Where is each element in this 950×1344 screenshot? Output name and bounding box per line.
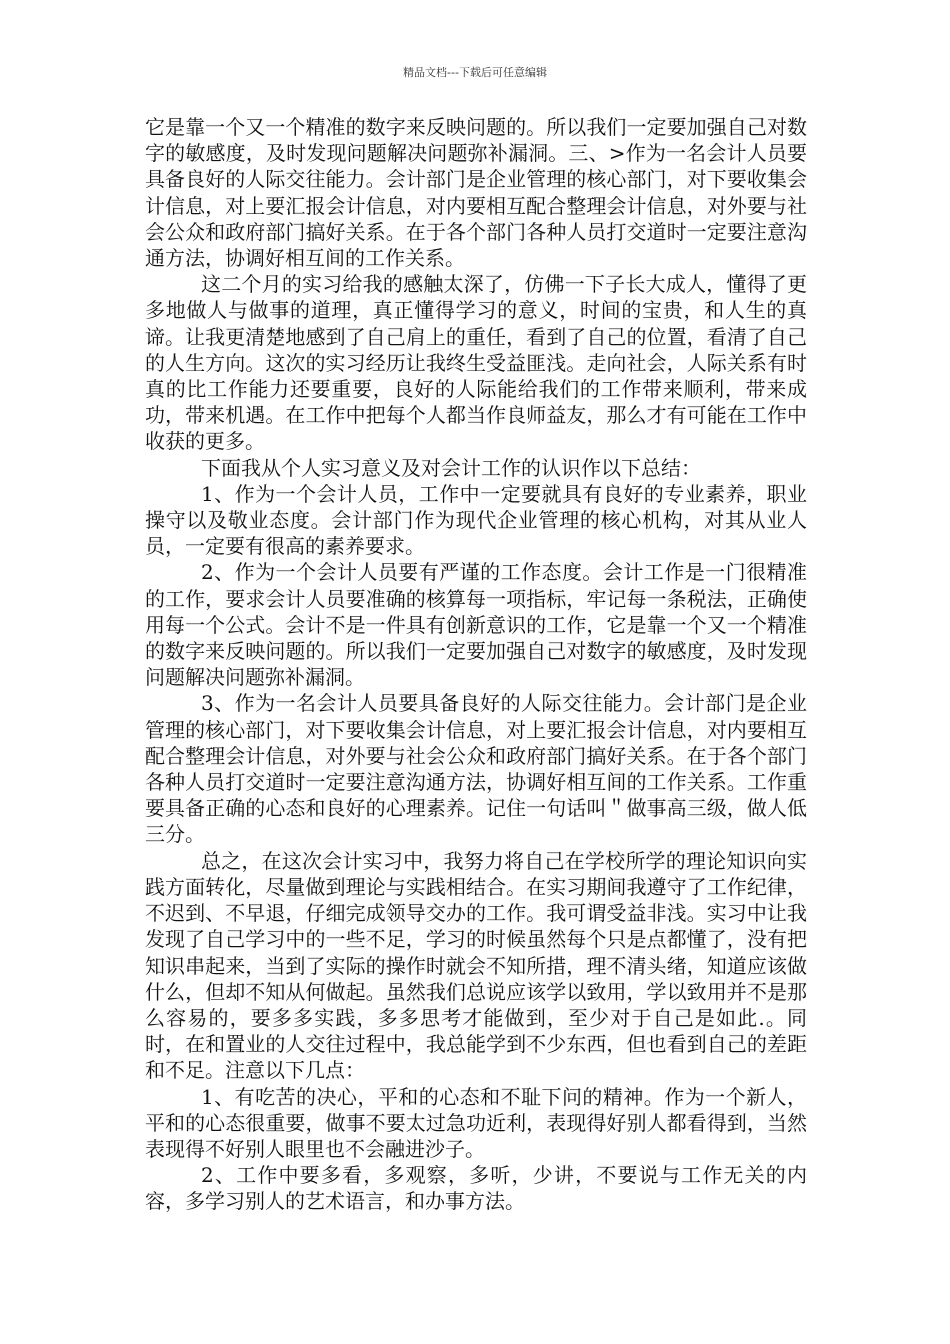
- page-header: 精品文档---下载后可任意编辑: [403, 66, 547, 79]
- paragraph: 总之，在这次会计实习中，我努力将自己在学校所学的理论知识向实践方面转化，尽量做到理论与实践相结合。在实习期间我遵守了工作纪律，不迟到、不早退，仔细完成领导交办的工作。我可谓受益非浅。实习中让我发现了自己学习中的一些不足，学习的时候虽然每个只是点都懂了，没有把知识串起来，当到了实际的操作时就会不知所措，理不清头绪，知道应该做什么，但却不知从何做起。虽然我们总说应该学以致用，学以致用并不是那么容易的，要多多实践，多多思考才能做到，至少对于自己是如此.。同时，在和置业的人交往过程中，我总能学到不少东西，但也看到自己的差距和不足。注意以下几点：: [145, 848, 807, 1083]
- document-body: [145, 114, 807, 1215]
- paragraph: 3、作为一名会计人员要具备良好的人际交往能力。会计部门是企业管理的核心部门，对下要收集会计信息，对上要汇报会计信息，对内要相互配合整理会计信息，对外要与社会公众和政府部门搞好关系。在于各个部门各种人员打交道时一定要注意沟通方法，协调好相互间的工作关系。工作重要具备正确的心态和良好的心理素养。记住一句话叫＂做事高三级，做人低三分。: [145, 691, 807, 847]
- paragraph: 2、工作中要多看，多观察，多听，少讲，不要说与工作无关的内容，多学习别人的艺术语言，和办事方法。: [145, 1163, 807, 1214]
- paragraph: 这二个月的实习给我的感触太深了，仿佛一下子长大成人，懂得了更多地做人与做事的道理，真正懂得学习的意义，时间的宝贵，和人生的真谛。让我更清楚地感到了自己肩上的重任，看到了自己的位置，看清了自己的人生方向。这次的实习经历让我终生受益匪浅。走向社会，人际关系有时真的比工作能力还要重要，良好的人际能给我们的工作带来顺利，带来成功，带来机遇。在工作中把每个人都当作良师益友，那么才有可能在工作中收获的更多。: [145, 272, 807, 454]
- paragraph: 2、作为一个会计人员要有严谨的工作态度。会计工作是一门很精准的工作，要求会计人员要准确的核算每一项指标，牢记每一条税法，正确使用每一个公式。会计不是一件具有创新意识的工作，它是靠一个又一个精准的数字来反映问题的。所以我们一定要加强自己对数字的敏感度，及时发现问题解决问题弥补漏洞。: [145, 560, 807, 690]
- paragraph: 1、有吃苦的决心，平和的心态和不耻下问的精神。作为一个新人，平和的心态很重要，做事不要太过急功近利，表现得好别人都看得到，当然表现得不好别人眼里也不会融进沙子。: [145, 1084, 807, 1161]
- paragraph: 它是靠一个又一个精准的数字来反映问题的。所以我们一定要加强自己对数字的敏感度，及时发现问题解决问题弥补漏洞。三、>作为一名会计人员要具备良好的人际交往能力。会计部门是企业管理的核心部门，对下要收集会计信息，对上要汇报会计信息，对内要相互配合整理会计信息，对外要与社会公众和政府部门搞好关系。在于各个部门各种人员打交道时一定要注意沟通方法，协调好相互间的工作关系。: [145, 115, 807, 271]
- paragraph: 下面我从个人实习意义及对会计工作的认识作以下总结：: [201, 455, 701, 480]
- paragraph: 1、作为一个会计人员，工作中一定要就具有良好的专业素养，职业操守以及敬业态度。会计部门作为现代企业管理的核心机构，对其从业人员，一定要有很高的素养要求。: [145, 481, 807, 559]
